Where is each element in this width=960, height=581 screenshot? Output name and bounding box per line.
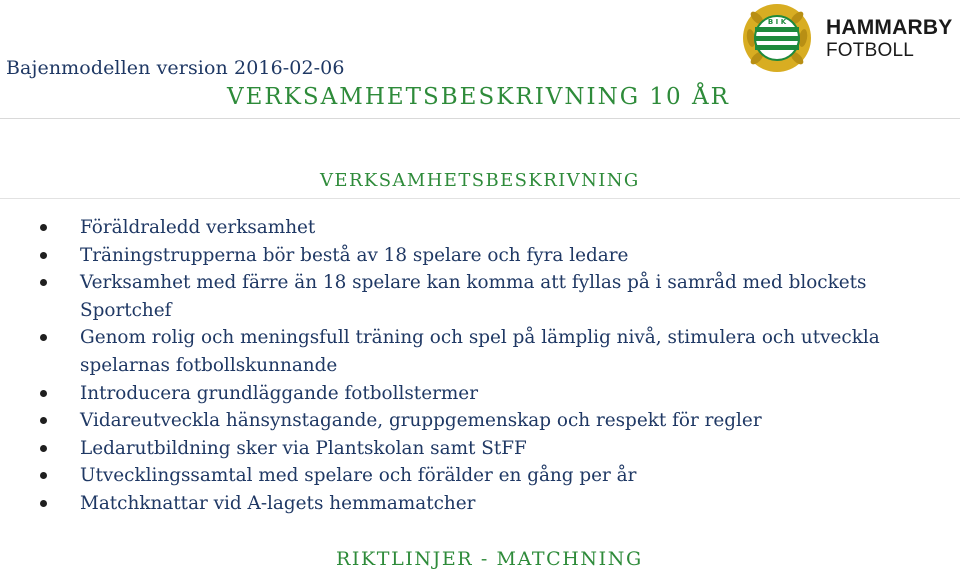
list-item-text: Introducera grundläggande fotbollstermer [80,382,478,404]
bullet-list [0,214,940,518]
brand-name: HAMMARBY [826,16,953,39]
list-item [0,490,940,518]
list-item-text: Genom rolig och meningsfull träning och spel på lämplig nivå, stimulera och utveckla spelarnas fotbollskunnande [80,327,880,376]
list-item-text: Föräldraledd verksamhet [80,217,316,238]
list-item-text: Vidareutveckla hänsynstagande, gruppgemenskap och respekt för regler [80,410,762,432]
list-item-text: Ledarutbildning sker via Plantskolan samt StFF [80,437,527,459]
bullet-icon [40,224,47,231]
list-item [0,435,940,463]
list-item-text: Träningstrupperna bör bestå av 18 spelare och fyra ledare [80,244,629,266]
hammarby-crest-icon [741,2,813,74]
bullet-icon [40,279,47,286]
list-item-text: Utvecklingssamtal med spelare och förälder en gång per år [80,465,637,487]
section-title: VERKSAMHETSBESKRIVNING [320,170,640,191]
footer-section-title: RIKTLINJER - MATCHNING [336,548,643,570]
list-item-text: Verksamhet med färre än 18 spelare kan komma att fyllas på i samråd med blockets Sportchef [80,272,867,321]
crest-stripes [755,27,799,50]
list-item [0,380,940,408]
version-label: Bajenmodellen version 2016-02-06 [6,57,345,79]
list-item [0,324,940,379]
page-title: VERKSAMHETSBESKRIVNING 10 ÅR [227,84,730,110]
bullet-icon [40,472,47,479]
bullet-icon [40,445,47,452]
list-item [0,269,940,324]
bullet-icon [40,334,47,341]
bullet-icon [40,500,47,507]
bullet-icon [40,417,47,424]
section-divider [0,198,960,199]
bullet-icon [40,390,47,397]
list-item [0,242,940,270]
brand-subtitle: FOTBOLL [826,40,914,61]
header-divider [0,118,960,119]
crest-letters: B I K [767,18,787,26]
list-item [0,407,940,435]
list-item [0,462,940,490]
list-item-text: Matchknattar vid A-lagets hemmamatcher [80,492,476,514]
list-item [0,214,940,242]
bullet-icon [40,252,47,259]
